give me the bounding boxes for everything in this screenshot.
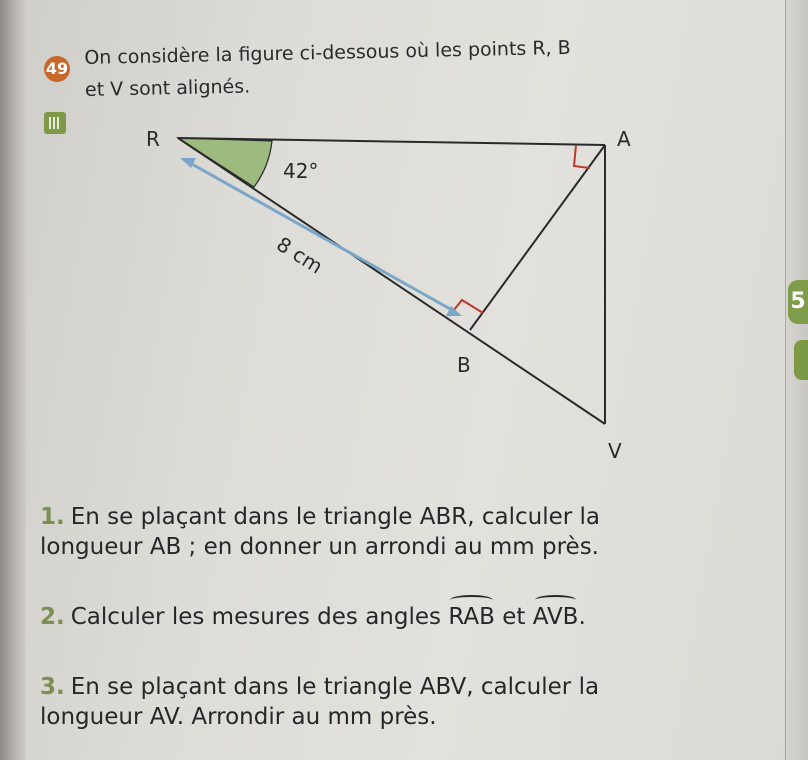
question-1-line-1: En se plaçant dans le triangle ABR, calculer la bbox=[70, 504, 601, 530]
segment-AB bbox=[470, 145, 605, 330]
chapter-tab: 5 bbox=[788, 280, 808, 324]
question-3-line-2: longueur AV. Arrondir au mm près. bbox=[40, 704, 437, 730]
question-2 bbox=[40, 602, 770, 632]
right-angle-mark-A bbox=[574, 145, 590, 168]
question-1-line-2: longueur AB ; en donner un arrondi au mm près. bbox=[40, 534, 599, 560]
angle-AVB: AVB bbox=[532, 604, 579, 630]
question-2-text: Calculer les mesures des angles bbox=[70, 604, 442, 630]
question-2-end: . bbox=[578, 604, 586, 630]
question-3 bbox=[40, 672, 770, 732]
intro-line-1: On considère la figure ci-dessous où les points R, B bbox=[84, 36, 571, 69]
angle-RAB: RAB bbox=[448, 604, 495, 630]
point-label-R: R bbox=[146, 127, 160, 151]
point-label-B: B bbox=[457, 353, 471, 377]
segment-RV bbox=[178, 138, 605, 424]
point-label-A: A bbox=[617, 127, 631, 151]
length-label: 8 cm bbox=[272, 231, 328, 279]
question-3-line-1: En se plaçant dans le triangle ABV, calculer la bbox=[70, 674, 600, 700]
question-1-number: 1. bbox=[40, 504, 65, 530]
question-3-number: 3. bbox=[40, 674, 65, 700]
point-label-V: V bbox=[608, 439, 622, 463]
exercise-number-badge: 49 bbox=[44, 56, 70, 82]
angle-label: 42° bbox=[283, 159, 319, 183]
question-2-number: 2. bbox=[40, 604, 65, 630]
question-1 bbox=[40, 502, 770, 562]
intro-line-2: et V sont alignés. bbox=[84, 75, 251, 101]
measure-arrow-RB bbox=[190, 163, 452, 310]
question-2-connector: et bbox=[502, 604, 526, 630]
